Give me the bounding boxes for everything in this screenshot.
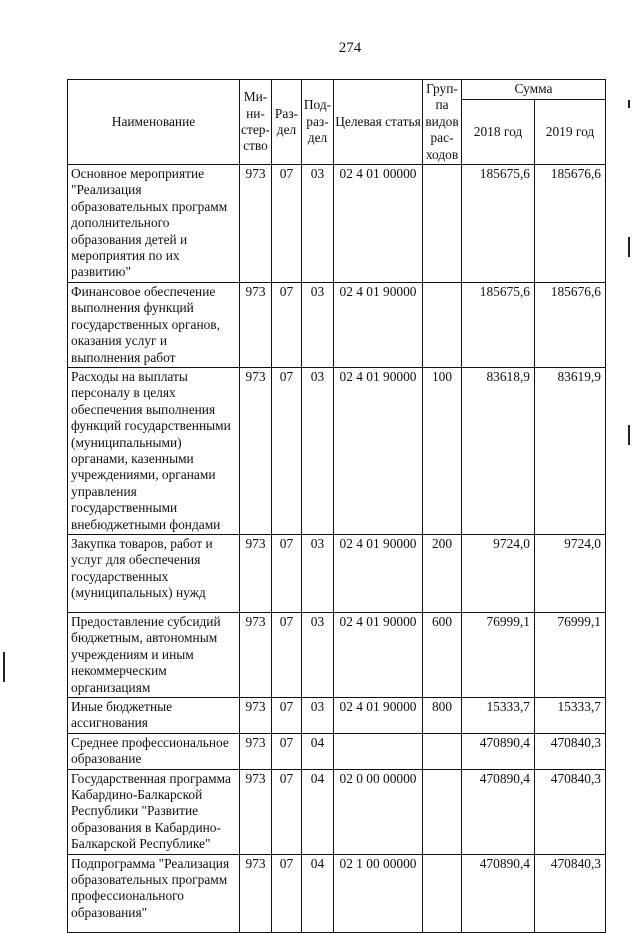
cell-2018: 83618,9 <box>462 367 535 534</box>
cell-group: 200 <box>423 534 462 612</box>
cell-name: Государственная программа Кабардино-Балкарской Республики "Развитие образования в Кабардино-Балкарской Республике" <box>68 769 240 854</box>
cell-subsection: 04 <box>302 769 334 854</box>
table-row <box>68 733 606 769</box>
cell-ministry: 973 <box>240 367 272 534</box>
cell-subsection: 03 <box>302 282 334 367</box>
cell-subsection: 03 <box>302 367 334 534</box>
cell-2019: 9724,0 <box>535 534 606 612</box>
cell-2019: 470840,3 <box>535 733 606 769</box>
cell-section: 07 <box>272 165 302 283</box>
table-row <box>68 534 606 612</box>
header-section: Раз-дел <box>272 80 302 165</box>
cell-2018: 470890,4 <box>462 769 535 854</box>
header-sum: Сумма <box>462 80 606 100</box>
cell-name: Основное мероприятие "Реализация образовательных программ дополнительного образования детей и мероприятия по их развитию" <box>68 165 240 283</box>
cell-2018: 185675,6 <box>462 165 535 283</box>
cell-group: 100 <box>423 367 462 534</box>
cell-2019: 470840,3 <box>535 769 606 854</box>
cell-ministry: 973 <box>240 282 272 367</box>
budget-table <box>67 79 606 933</box>
table-row <box>68 698 606 734</box>
cell-target: 02 4 01 90000 <box>334 534 423 612</box>
cell-name: Закупка товаров, работ и услуг для обеспечения государственных (муниципальных) нужд <box>68 534 240 612</box>
cell-ministry: 973 <box>240 612 272 697</box>
cell-section: 07 <box>272 733 302 769</box>
cell-2019: 185676,6 <box>535 165 606 283</box>
cell-section: 07 <box>272 367 302 534</box>
cell-name: Финансовое обеспечение выполнения функций государственных органов, оказания услуг и выполнения работ <box>68 282 240 367</box>
scan-edge-mark <box>628 237 630 257</box>
cell-subsection: 03 <box>302 534 334 612</box>
cell-2019: 76999,1 <box>535 612 606 697</box>
cell-target: 02 4 01 00000 <box>334 165 423 283</box>
scan-edge-mark <box>3 652 5 682</box>
cell-2018: 470890,4 <box>462 733 535 769</box>
table-row <box>68 165 606 283</box>
page-number: 274 <box>338 40 362 56</box>
cell-ministry: 973 <box>240 534 272 612</box>
cell-2018: 185675,6 <box>462 282 535 367</box>
cell-section: 07 <box>272 612 302 697</box>
cell-ministry: 973 <box>240 769 272 854</box>
cell-target: 02 4 01 90000 <box>334 612 423 697</box>
cell-subsection: 04 <box>302 854 334 932</box>
table-row <box>68 367 606 534</box>
cell-ministry: 973 <box>240 698 272 734</box>
cell-name: Предоставление субсидий бюджетным, автономным учреждениям и иным некоммерческим организациям <box>68 612 240 697</box>
cell-section: 07 <box>272 769 302 854</box>
table-row <box>68 612 606 697</box>
header-group: Груп-па видов рас-ходов <box>423 80 462 165</box>
header-subsection: Под-раз-дел <box>302 80 334 165</box>
cell-2019: 83619,9 <box>535 367 606 534</box>
cell-group <box>423 282 462 367</box>
table-row <box>68 769 606 854</box>
cell-subsection: 03 <box>302 165 334 283</box>
cell-group <box>423 769 462 854</box>
table-row <box>68 282 606 367</box>
cell-2018: 15333,7 <box>462 698 535 734</box>
cell-2019: 185676,6 <box>535 282 606 367</box>
cell-section: 07 <box>272 282 302 367</box>
cell-target: 02 4 01 90000 <box>334 698 423 734</box>
header-ministry: Ми-ни-стер-ство <box>240 80 272 165</box>
table-body <box>68 165 606 933</box>
cell-group: 800 <box>423 698 462 734</box>
cell-subsection: 03 <box>302 612 334 697</box>
cell-2018: 470890,4 <box>462 854 535 932</box>
cell-name: Подпрограмма "Реализация образовательных программ профессионального образования" <box>68 854 240 932</box>
cell-2019: 15333,7 <box>535 698 606 734</box>
table-row <box>68 854 606 932</box>
cell-name: Среднее профессиональное образование <box>68 733 240 769</box>
cell-name: Иные бюджетные ассигнования <box>68 698 240 734</box>
cell-target <box>334 733 423 769</box>
cell-subsection: 03 <box>302 698 334 734</box>
cell-ministry: 973 <box>240 854 272 932</box>
cell-group <box>423 854 462 932</box>
cell-target: 02 0 00 00000 <box>334 769 423 854</box>
cell-target: 02 4 01 90000 <box>334 367 423 534</box>
header-2018: 2018 год <box>462 99 535 164</box>
header-target: Целевая статья <box>334 80 423 165</box>
cell-ministry: 973 <box>240 165 272 283</box>
cell-target: 02 1 00 00000 <box>334 854 423 932</box>
header-2019: 2019 год <box>535 99 606 164</box>
cell-section: 07 <box>272 854 302 932</box>
cell-name: Расходы на выплаты персоналу в целях обеспечения выполнения функций государственными (муниципальными) органами, казенными учреждениями, органами управления государственными внебюджетными фондами <box>68 367 240 534</box>
scan-edge-mark <box>628 100 630 108</box>
scan-edge-mark <box>628 425 630 445</box>
cell-group <box>423 733 462 769</box>
cell-section: 07 <box>272 698 302 734</box>
cell-group <box>423 165 462 283</box>
cell-2019: 470840,3 <box>535 854 606 932</box>
cell-target: 02 4 01 90000 <box>334 282 423 367</box>
cell-section: 07 <box>272 534 302 612</box>
cell-2018: 76999,1 <box>462 612 535 697</box>
cell-2018: 9724,0 <box>462 534 535 612</box>
cell-group: 600 <box>423 612 462 697</box>
cell-subsection: 04 <box>302 733 334 769</box>
header-name: Наименование <box>68 80 240 165</box>
cell-ministry: 973 <box>240 733 272 769</box>
